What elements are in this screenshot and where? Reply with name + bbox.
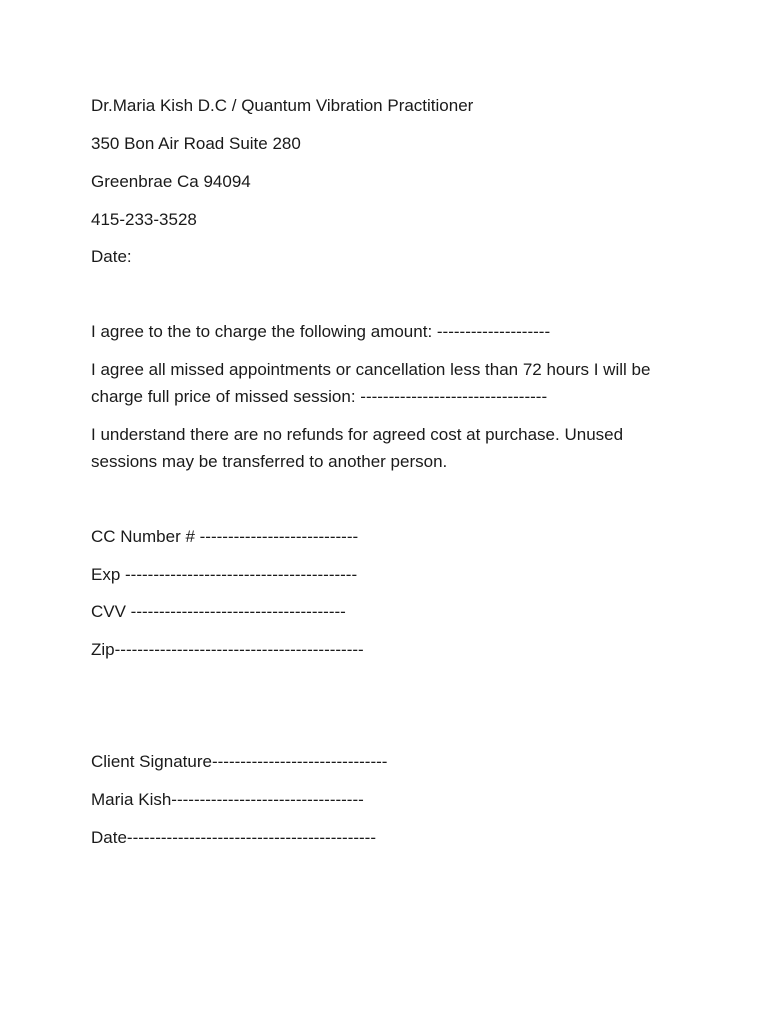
client-signature-line: Client Signature------------------------------- <box>91 752 388 771</box>
phone-number: 415-233-3528 <box>91 210 197 229</box>
header-date-label: Date: <box>91 247 132 266</box>
charge-amount-statement: I agree to the to charge the following amount: -------------------- <box>91 322 551 341</box>
cc-number-field: CC Number # ---------------------------- <box>91 527 359 546</box>
practitioner-signature-line: Maria Kish---------------------------------- <box>91 790 364 809</box>
address-line-2: Greenbrae Ca 94094 <box>91 172 251 191</box>
signature-date-line: Date-------------------------------------------- <box>91 828 376 847</box>
practitioner-name-title: Dr.Maria Kish D.C / Quantum Vibration Practitioner <box>91 96 474 115</box>
zip-field: Zip-------------------------------------------- <box>91 640 364 659</box>
missed-appointments-statement: I agree all missed appointments or cancellation less than 72 hours I will be charge full price of missed session: --------------------------------- <box>91 360 651 406</box>
exp-field: Exp ----------------------------------------- <box>91 565 358 584</box>
address-line-1: 350 Bon Air Road Suite 280 <box>91 134 301 153</box>
cvv-field: CVV -------------------------------------- <box>91 602 346 621</box>
refund-policy-statement: I understand there are no refunds for agreed cost at purchase. Unused sessions may be transferred to another person. <box>91 425 624 471</box>
